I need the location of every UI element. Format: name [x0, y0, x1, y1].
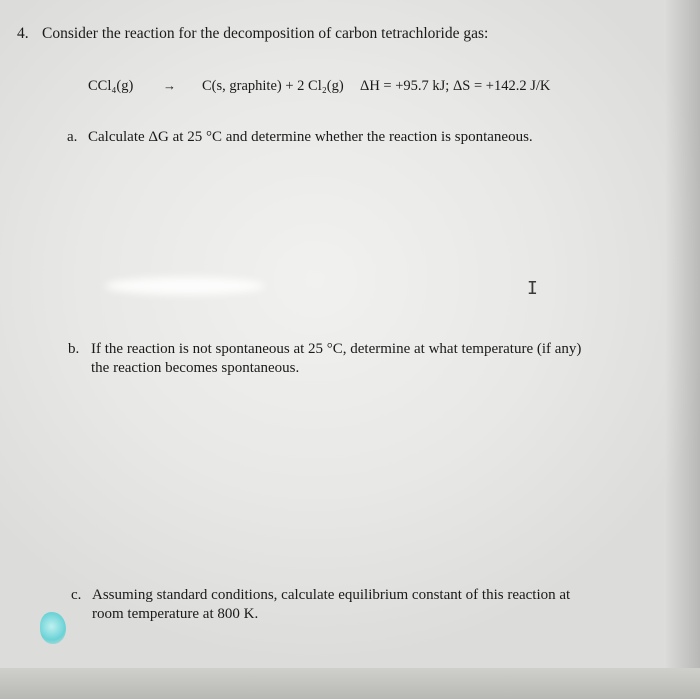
reaction-arrow: →	[163, 78, 176, 93]
reaction-thermodynamics: ΔH = +95.7 kJ; ΔS = +142.2 J/K	[360, 78, 551, 94]
text-cursor-icon: I	[527, 278, 538, 299]
part-a-letter: a.	[67, 129, 78, 145]
part-c-text-line2: room temperature at 800 K.	[92, 606, 259, 622]
part-c-text-line1: Assuming standard conditions, calculate equilibrium constant of this reaction at	[92, 587, 571, 603]
question-prompt: Consider the reaction for the decomposition of carbon tetrachloride gas:	[42, 25, 489, 42]
question-number: 4.	[17, 25, 29, 42]
light-glare	[105, 277, 265, 295]
part-b-text-line2: the reaction becomes spontaneous.	[91, 360, 300, 376]
finger-blur	[40, 612, 66, 644]
part-b-text-line1: If the reaction is not spontaneous at 25 °C, determine at what temperature (if any)	[91, 341, 582, 357]
part-a-text: Calculate ΔG at 25 °C and determine whether the reaction is spontaneous.	[88, 129, 533, 145]
part-c-letter: c.	[71, 587, 82, 603]
part-b-letter: b.	[68, 341, 80, 357]
sheet-bottom-edge	[0, 668, 700, 699]
reaction-reactant: CCl₄(g)	[88, 78, 134, 94]
page-shadow	[665, 0, 700, 699]
reaction-products: C(s, graphite) + 2 Cl₂(g)	[202, 78, 344, 94]
